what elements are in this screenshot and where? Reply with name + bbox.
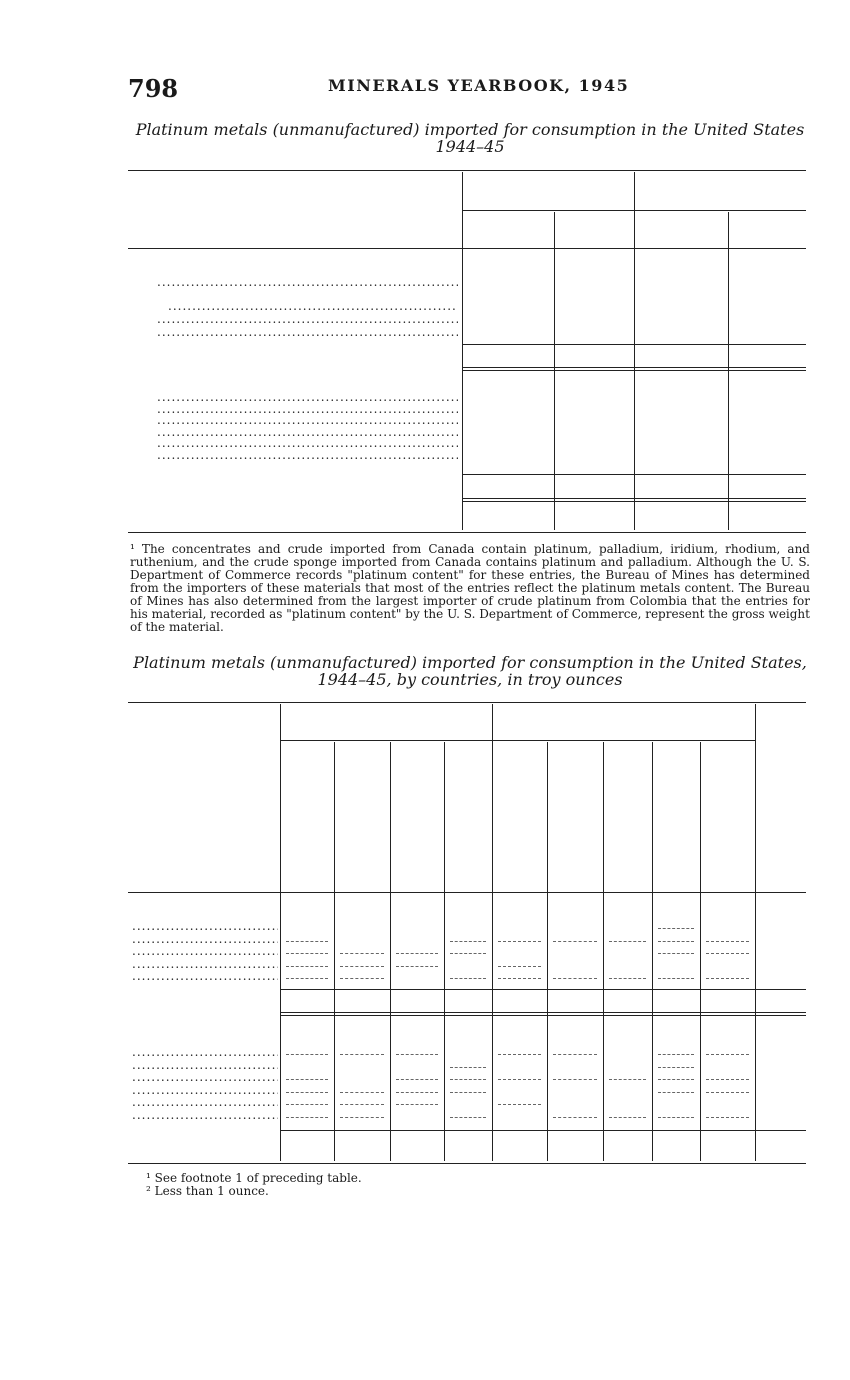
table2-vrule (603, 742, 604, 1161)
empty-cell-dash (706, 1054, 749, 1055)
empty-cell-dash (553, 1117, 597, 1118)
empty-cell-dash (498, 1054, 541, 1055)
empty-cell-dash (340, 966, 384, 967)
country-label (132, 1046, 278, 1059)
empty-cell-dash (450, 1079, 486, 1080)
table1-title-line2: 1944–45 (435, 137, 505, 156)
empty-cell-dash (286, 1079, 328, 1080)
table2-footnote-1: ¹ See footnote 1 of preceding table. (146, 1171, 362, 1185)
empty-cell-dash (609, 978, 646, 979)
country-label (132, 945, 278, 958)
empty-cell-dash (450, 1067, 486, 1068)
empty-cell-dash (498, 941, 541, 942)
empty-cell-dash (286, 966, 328, 967)
table2-title (120, 654, 820, 688)
empty-cell-dash (553, 941, 597, 942)
material-label (157, 313, 458, 326)
page-number: 798 (128, 74, 179, 103)
empty-cell-dash (286, 941, 328, 942)
empty-cell-dash (658, 1092, 694, 1093)
table2-title-line1: Platinum metals (unmanufactured) imported for consumption in the United States, (133, 653, 807, 672)
empty-cell-dash (450, 978, 486, 979)
table1-vrule-2 (554, 212, 555, 530)
country-label (132, 970, 278, 983)
table2-top-rule (128, 702, 806, 703)
table1-header-rule (128, 248, 806, 249)
empty-cell-dash (658, 1067, 694, 1068)
subtotal-double-rule (463, 498, 806, 499)
empty-cell-dash (658, 978, 694, 979)
material-label (157, 326, 458, 339)
table2-vrule (390, 742, 391, 1161)
table2-vrule (334, 742, 335, 1161)
country-label (132, 1084, 278, 1097)
table2-vrule (755, 704, 756, 1161)
table1-title-line1: Platinum metals (unmanufactured) imported for consumption in the United States (135, 120, 805, 139)
empty-cell-dash (286, 1092, 328, 1093)
empty-cell-dash (658, 1079, 694, 1080)
table1-vrule-3 (634, 172, 635, 530)
subtotal-double-rule (463, 367, 806, 368)
subtotal-double-rule (281, 1012, 806, 1013)
empty-cell-dash (286, 1117, 328, 1118)
table2-bottom-rule (128, 1163, 806, 1164)
table1-title (120, 121, 820, 155)
empty-cell-dash (553, 978, 597, 979)
empty-cell-dash (396, 953, 438, 954)
country-label (132, 1071, 278, 1084)
empty-cell-dash (340, 1104, 384, 1105)
empty-cell-dash (340, 953, 384, 954)
subtotal-double-rule (463, 370, 806, 371)
empty-cell-dash (450, 1117, 486, 1118)
empty-cell-dash (450, 1092, 486, 1093)
table1-vrule-1 (462, 172, 463, 530)
table2-title-line2: 1944–45, by countries, in troy ounces (317, 670, 623, 689)
empty-cell-dash (609, 1117, 646, 1118)
subtotal-rule (281, 989, 806, 990)
empty-cell-dash (286, 953, 328, 954)
table2-vrule (280, 704, 281, 1161)
country-label (132, 1096, 278, 1109)
empty-cell-dash (450, 941, 486, 942)
empty-cell-dash (706, 1117, 749, 1118)
table2-vrule (700, 742, 701, 1161)
subtotal-rule (281, 1130, 806, 1131)
empty-cell-dash (498, 966, 541, 967)
country-label (132, 958, 278, 971)
empty-cell-dash (396, 1092, 438, 1093)
empty-cell-dash (396, 1079, 438, 1080)
table2-vrule (492, 704, 493, 1161)
empty-cell-dash (286, 1054, 328, 1055)
empty-cell-dash (706, 1092, 749, 1093)
empty-cell-dash (658, 941, 694, 942)
empty-cell-dash (553, 1054, 597, 1055)
empty-cell-dash (286, 978, 328, 979)
material-label-cont (168, 300, 458, 313)
subtotal-double-rule (281, 1015, 806, 1016)
empty-cell-dash (658, 928, 694, 929)
empty-cell-dash (450, 953, 486, 954)
empty-cell-dash (609, 1079, 646, 1080)
country-label (132, 920, 278, 933)
empty-cell-dash (706, 1079, 749, 1080)
country-label (132, 933, 278, 946)
table1-vrule-4 (728, 212, 729, 530)
table2-vrule (652, 742, 653, 1161)
empty-cell-dash (553, 1079, 597, 1080)
empty-cell-dash (706, 941, 749, 942)
empty-cell-dash (286, 1104, 328, 1105)
table2-header-rule (128, 892, 806, 893)
empty-cell-dash (340, 1054, 384, 1055)
table1-bottom-rule (128, 532, 806, 533)
subtotal-double-rule (463, 501, 806, 502)
country-label (132, 1059, 278, 1072)
country-label (132, 1109, 278, 1122)
subtotal-rule (463, 344, 806, 345)
empty-cell-dash (658, 1054, 694, 1055)
table1-footnote: ¹ The concentrates and crude imported from Canada contain platinum, palladium, iridium, rhodium, and ruthenium, and the crude sponge imported from Canada contains platinum and palladium. Although the U. S. Department of Commerce records "platinum content" for these entries, the Bureau of Mines has determined from the importers of these materials that most of the entries reflect the platinum metals content. The Bureau of Mines has also determined from the largest importer of crude platinum from Colombia that the entries for his material, recorded as "platinum content" by the U. S. Department of Commerce, represent the gross weight of the material. (130, 542, 810, 634)
empty-cell-dash (609, 941, 646, 942)
table2-vrule (547, 742, 548, 1161)
material-label (157, 449, 458, 462)
table1-top-rule (128, 170, 806, 171)
running-head: MINERALS YEARBOOK, 1945 (328, 76, 630, 95)
empty-cell-dash (340, 978, 384, 979)
empty-cell-dash (340, 1117, 384, 1118)
table2-vrule (444, 742, 445, 1161)
empty-cell-dash (706, 978, 749, 979)
empty-cell-dash (498, 1104, 541, 1105)
material-label (157, 276, 458, 289)
empty-cell-dash (340, 1092, 384, 1093)
empty-cell-dash (658, 1117, 694, 1118)
empty-cell-dash (396, 1054, 438, 1055)
empty-cell-dash (498, 978, 541, 979)
table2-footnote-2: ² Less than 1 ounce. (146, 1184, 269, 1198)
empty-cell-dash (396, 966, 438, 967)
table2-group-rule (281, 740, 755, 741)
empty-cell-dash (658, 953, 694, 954)
empty-cell-dash (498, 1079, 541, 1080)
subtotal-rule (463, 474, 806, 475)
empty-cell-dash (396, 1104, 438, 1105)
empty-cell-dash (706, 953, 749, 954)
